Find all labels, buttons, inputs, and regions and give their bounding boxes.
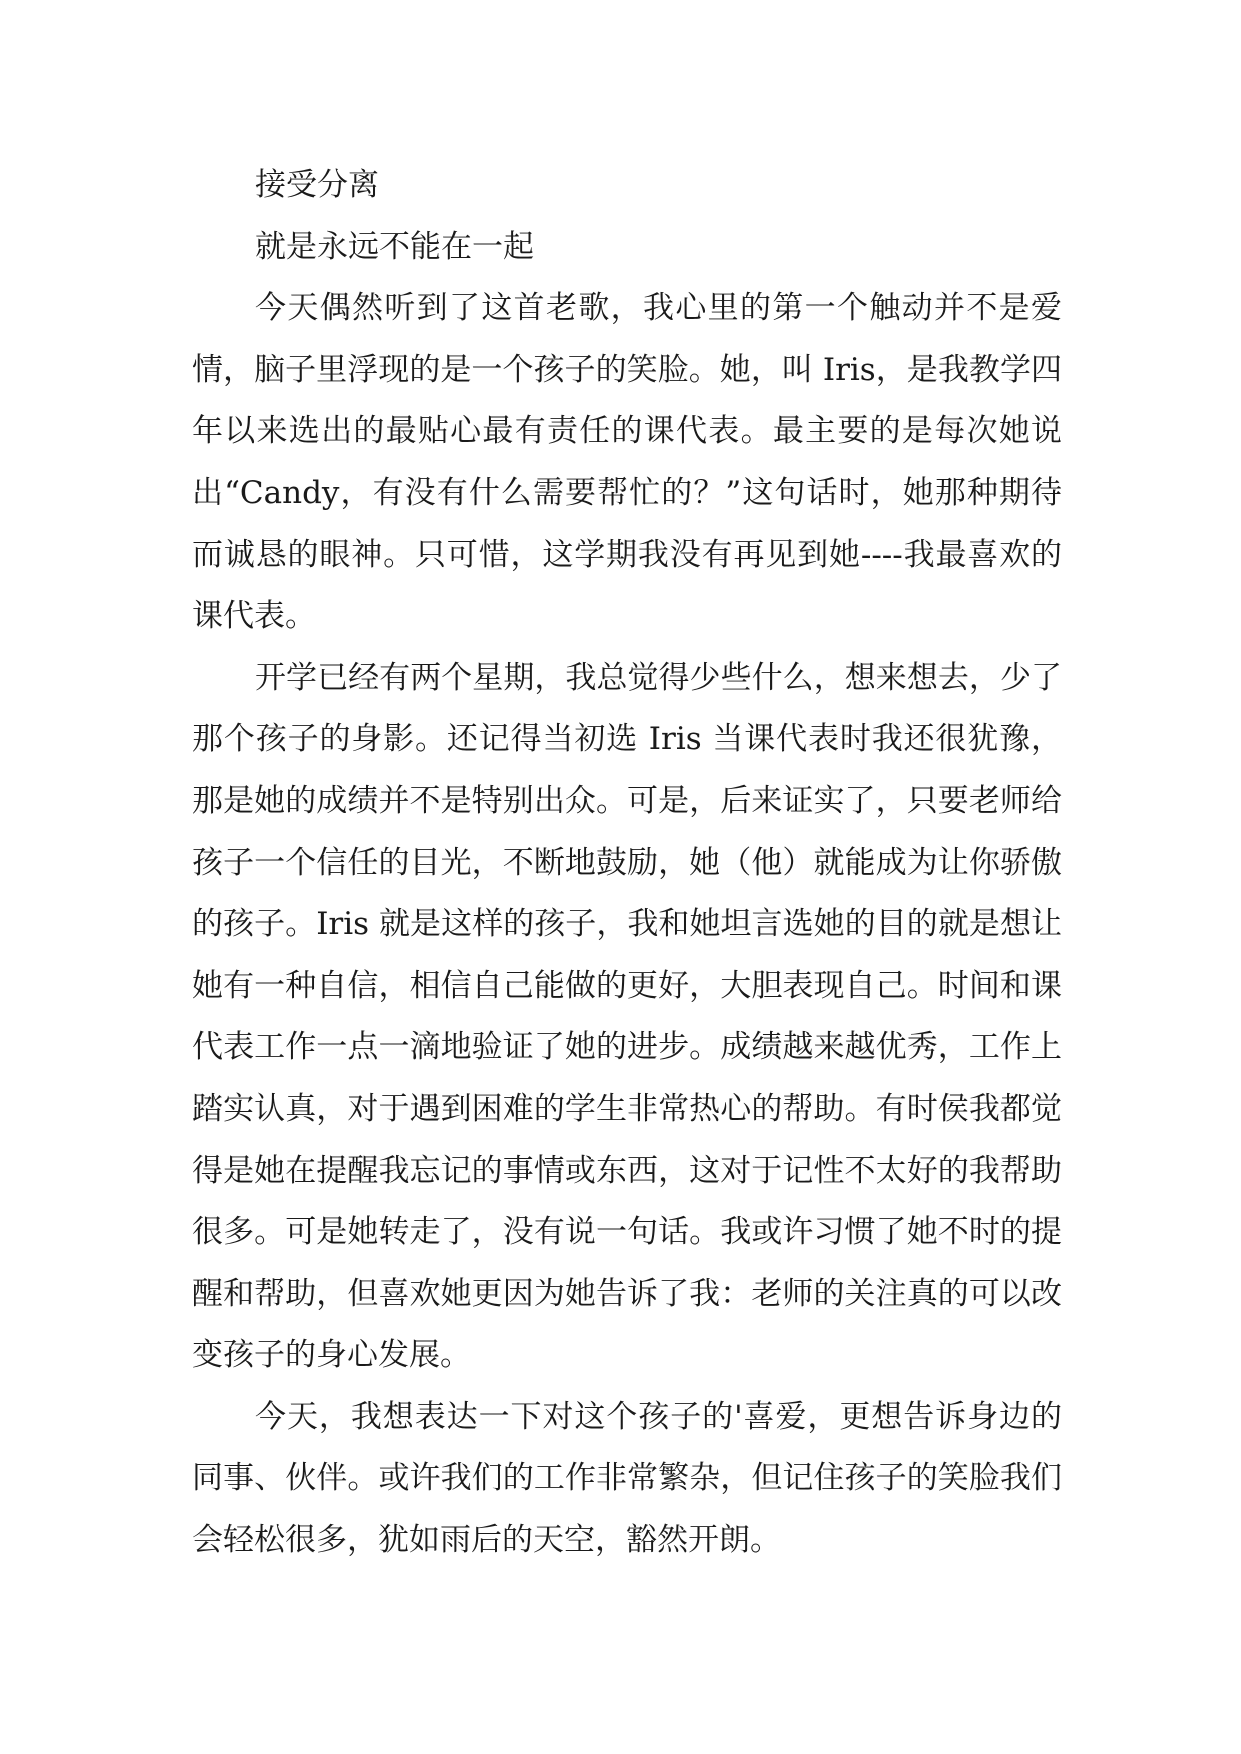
intro-line-2: 就是永远不能在一起: [255, 228, 534, 265]
document-body: [192, 155, 1062, 1572]
intro-line-1: 接受分离: [255, 167, 379, 203]
paragraph-3: 今天，我想表达一下对这个孩子的'喜爱，更想告诉身边的同事、伙伴。或许我们的工作非常繁杂，但记住孩子的笑脸我们会轻松很多，犹如雨后的天空，豁然开朗。: [192, 1398, 1062, 1559]
paragraph-1: 今天偶然听到了这首老歌，我心里的第一个触动并不是爱情，脑子里浮现的是一个孩子的笑脸。她，叫 Iris，是我教学四年以来选出的最贴心最有责任的课代表。最主要的是每次她说出“Candy，有没有什么需要帮忙的？”这句话时，她那种期待而诚恳的眼神。只可惜，这学期我没有再见到她----我最喜欢的课代表。: [192, 290, 1062, 635]
paragraph-2: 开学已经有两个星期，我总觉得少些什么，想来想去，少了那个孩子的身影。还记得当初选 Iris 当课代表时我还很犹豫，那是她的成绩并不是特别出众。可是，后来证实了，只要老师给孩子一个信任的目光，不断地鼓励，她（他）就能成为让你骄傲的孩子。Iris 就是这样的孩子，我和她坦言选她的目的就是想让她有一种自信，相信自己能做的更好，大胆表现自己。时间和课代表工作一点一滴地验证了她的进步。成绩越来越优秀，工作上踏实认真，对于遇到困难的学生非常热心的帮助。有时侯我都觉得是她在提醒我忘记的事情或东西，这对于记性不太好的我帮助很多。可是她转走了，没有说一句话。我或许习惯了她不时的提醒和帮助，但喜欢她更因为她告诉了我：老师的关注真的可以改变孩子的身心发展。: [192, 659, 1062, 1374]
